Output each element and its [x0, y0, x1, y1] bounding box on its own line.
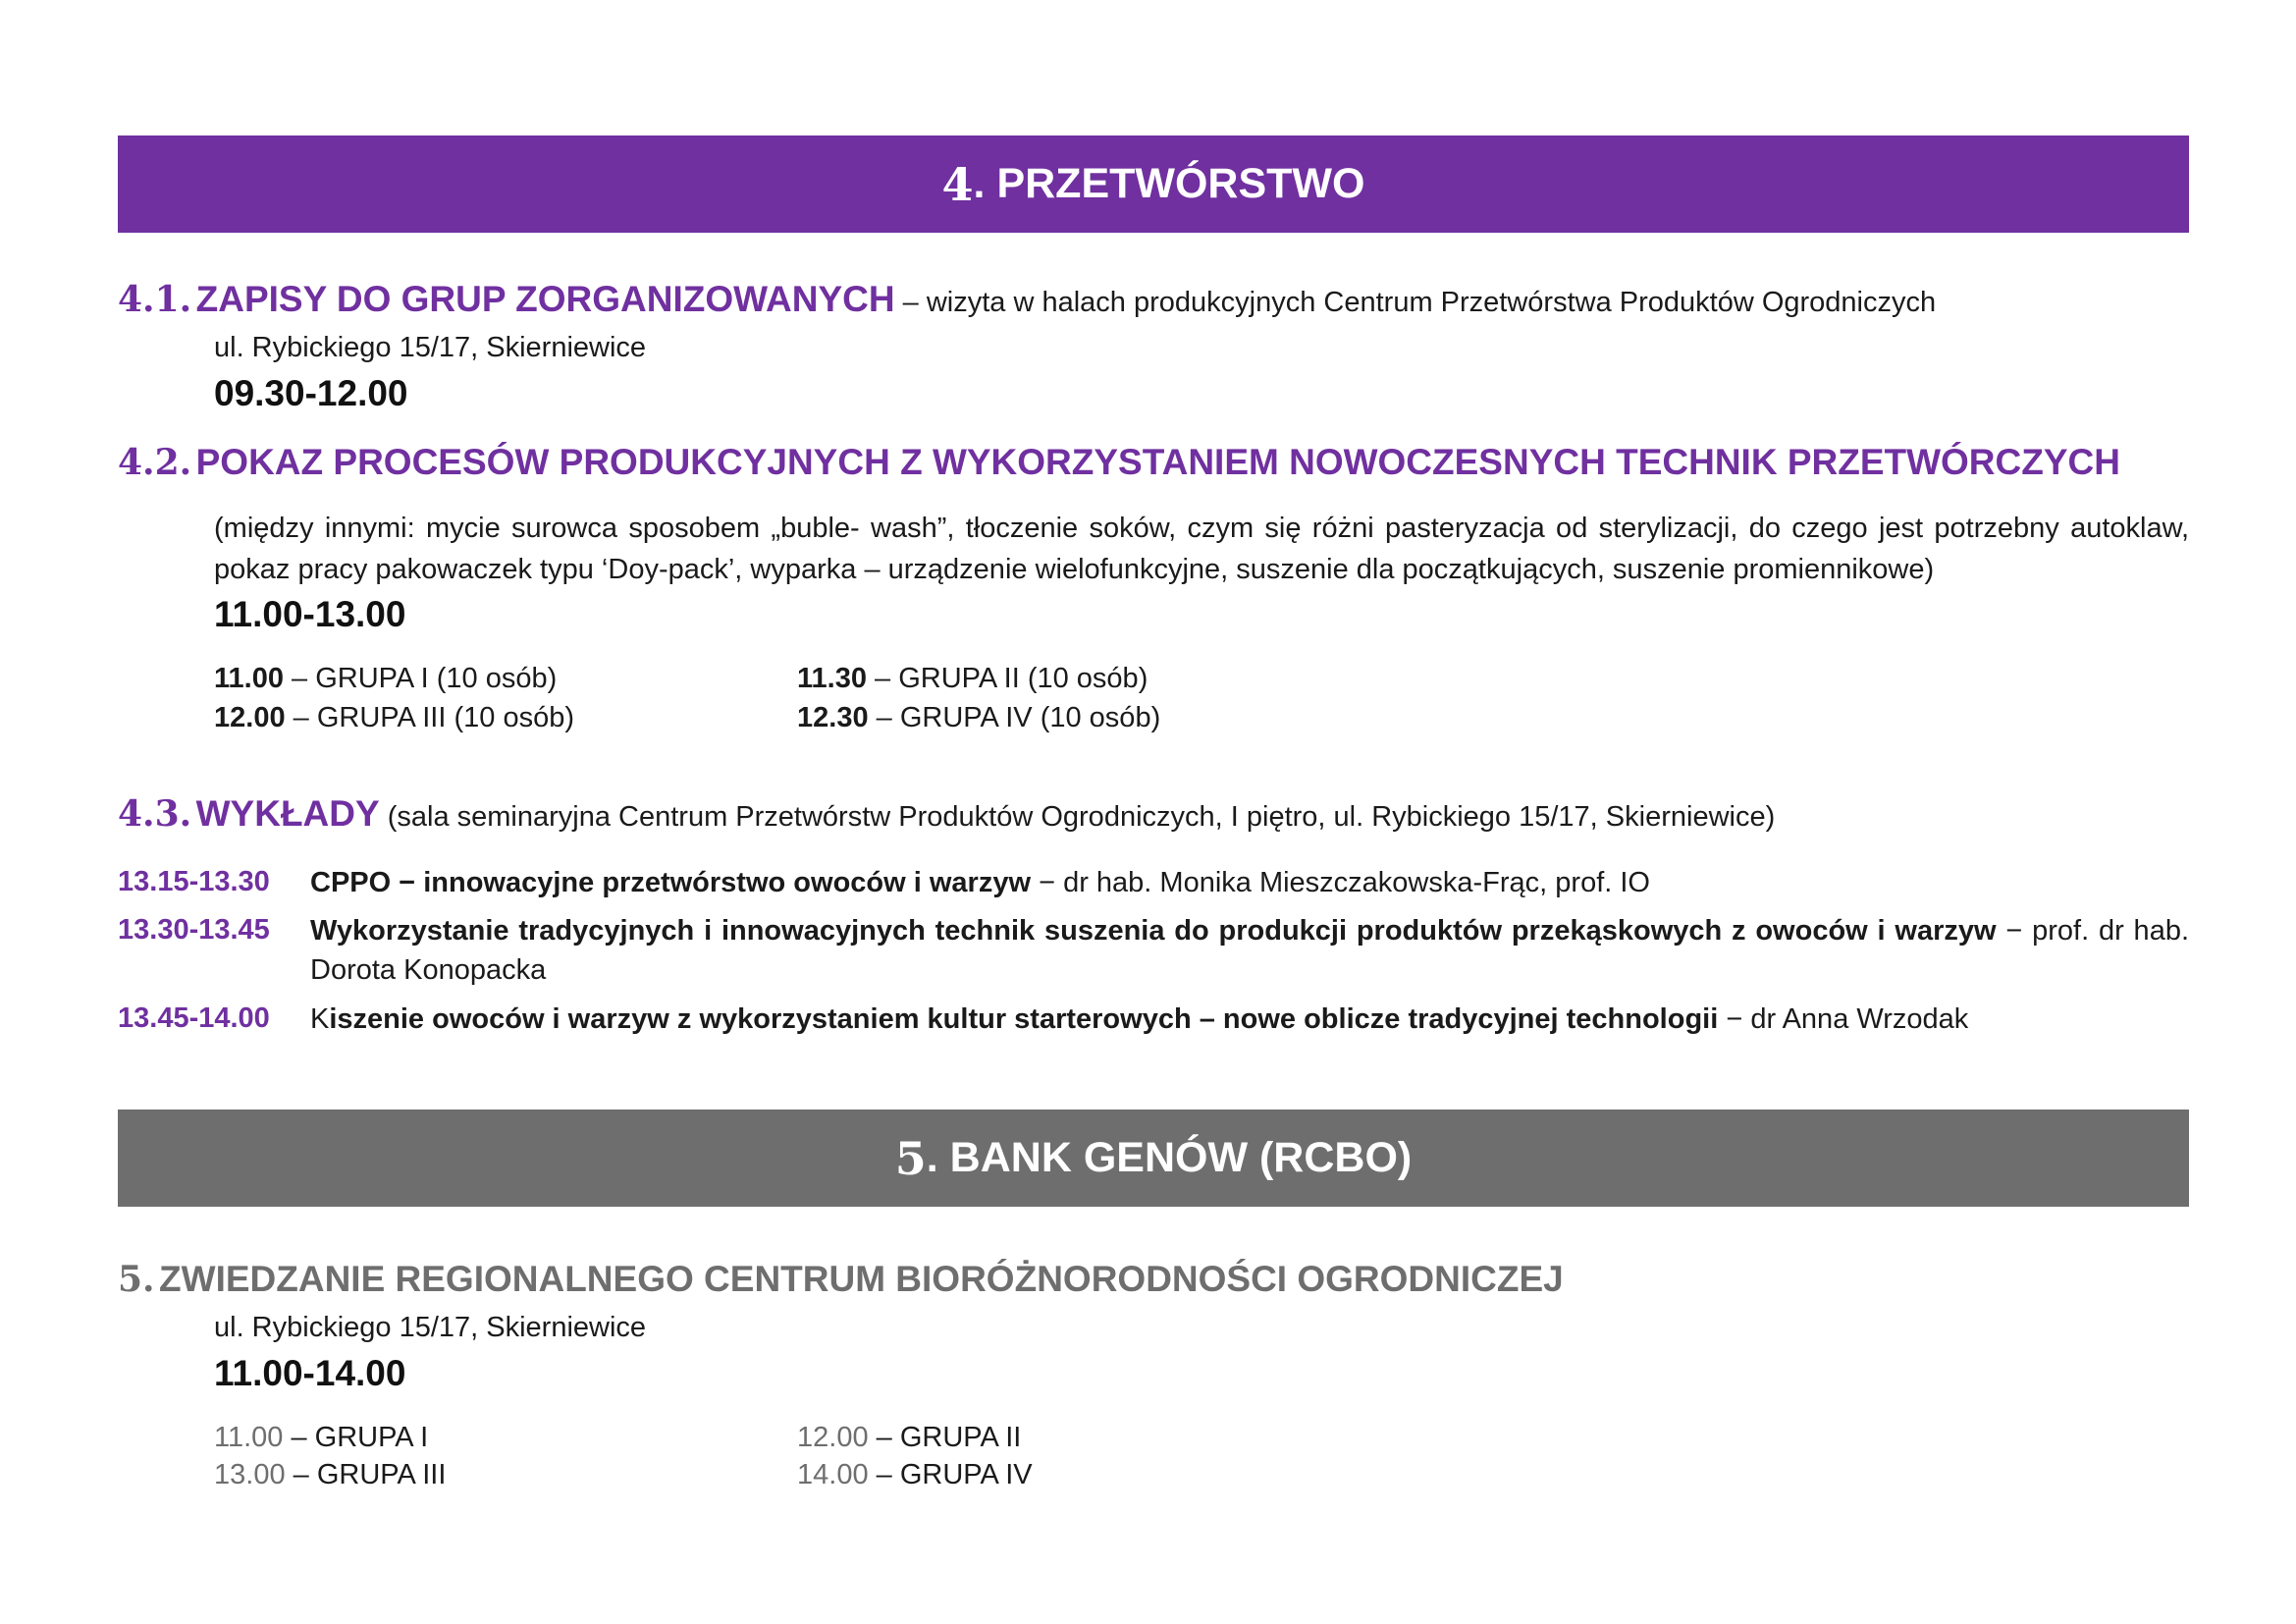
group-label: – GRUPA II (10 osób) — [866, 663, 1148, 694]
lecture-time: 13.45-14.00 — [118, 1002, 270, 1034]
lecture-text — [310, 1000, 2189, 1039]
item-4-2-title: POKAZ PROCESÓW PRODUKCYJNYCH Z WYKORZYSTANIEM NOWOCZESNYCH TECHNIK PRZETWÓRCZYCH — [195, 442, 2120, 482]
group-time: 11.00 — [214, 663, 284, 694]
section-5-title: . BANK GENÓW (RCBO) — [926, 1134, 1413, 1181]
group-label: – GRUPA III — [285, 1459, 447, 1490]
group-time: 12.00 — [797, 1422, 869, 1453]
item-4-2-number: 4.2. — [118, 442, 192, 483]
lecture-title: Wykorzystanie tradycyjnych i innowacyjnych technik suszenia do produkcji produktów przekąskowych z owoców i warzyw — [310, 915, 1997, 947]
item-4-3-title: WYKŁADY — [195, 793, 380, 834]
group-row — [797, 702, 1160, 734]
lecture-text — [310, 863, 2189, 902]
group-time: 14.00 — [797, 1459, 869, 1490]
item-4-1-number: 4.1. — [118, 279, 192, 320]
section-4-number: 4 — [941, 157, 974, 211]
item-4-2-desc: (między innymi: mycie surowca sposobem „buble- wash”, tłoczenie soków, czym się różni pasteryzacja od sterylizacji, do czego jest potrzebny autoklaw, pokaz pracy pakowaczek typu ‘Doy-pack’, wyparka – urządzenie wielofunkcyjne, suszenie dla początkujących, suszenie promiennikowe) — [214, 513, 2189, 585]
lecture-lecturer: − prof. dr hab. Dorota Konopacka — [310, 915, 2190, 986]
group-row — [797, 1422, 1021, 1454]
group-row — [214, 1459, 446, 1491]
item-4-1-title: ZAPISY DO GRUP ZORGANIZOWANYCH — [195, 279, 895, 319]
group-time: 11.30 — [797, 663, 867, 694]
item-4-2-heading — [118, 442, 2120, 483]
item-5-number: 5. — [118, 1259, 155, 1300]
group-time: 11.00 — [214, 1422, 284, 1453]
lecture-lead-letter: K — [310, 1003, 330, 1035]
group-label: – GRUPA IV (10 osób) — [868, 702, 1161, 733]
lecture-title: CPPO − innowacyjne przetwórstwo owoców i warzyw — [310, 867, 1032, 898]
item-4-3-heading — [118, 793, 1775, 835]
section-5-banner — [118, 1110, 2189, 1207]
section-4-banner — [118, 135, 2189, 233]
item-4-3-number: 4.3. — [118, 793, 192, 835]
lecture-lecturer: − dr Anna Wrzodak — [1718, 1003, 1969, 1035]
group-time: 12.30 — [797, 702, 869, 733]
group-row — [214, 702, 574, 734]
item-5-title: ZWIEDZANIE REGIONALNEGO CENTRUM BIORÓŻNORODNOŚCI OGRODNICZEJ — [159, 1259, 1564, 1299]
item-4-3-desc: (sala seminaryjna Centrum Przetwórstw Produktów Ogrodniczych, I piętro, ul. Rybickiego 15/17, Skierniewice) — [379, 801, 1776, 833]
group-label: – GRUPA I — [283, 1422, 429, 1453]
item-4-2-time: 11.00-13.00 — [214, 594, 406, 634]
item-5-heading — [118, 1259, 1564, 1300]
section-4-title: . PRZETWÓRSTWO — [973, 160, 1365, 207]
group-label: – GRUPA III (10 osób) — [285, 702, 574, 733]
group-row — [214, 1422, 428, 1454]
item-4-1-time: 09.30-12.00 — [214, 373, 408, 413]
group-label: – GRUPA IV — [868, 1459, 1033, 1490]
group-label: – GRUPA I (10 osób) — [283, 663, 558, 694]
section-5-number: 5 — [894, 1131, 927, 1185]
lecture-title: iszenie owoców i warzyw z wykorzystaniem kultur starterowych – nowe oblicze tradycyjnej technologii — [329, 1003, 1719, 1035]
lecture-text — [310, 911, 2189, 990]
group-row — [214, 663, 557, 695]
lecture-lecturer: − dr hab. Monika Mieszczakowska-Frąc, prof. IO — [1031, 867, 1650, 898]
item-4-1-desc: – wizyta w halach produkcyjnych Centrum Przetwórstwa Produktów Ogrodniczych — [894, 287, 1937, 318]
item-4-1-address: ul. Rybickiego 15/17, Skierniewice — [214, 332, 647, 363]
group-time: 13.00 — [214, 1459, 286, 1490]
group-label: – GRUPA II — [868, 1422, 1022, 1453]
group-row — [797, 1459, 1033, 1491]
item-5-address: ul. Rybickiego 15/17, Skierniewice — [214, 1312, 647, 1343]
item-5-time: 11.00-14.00 — [214, 1353, 406, 1393]
group-row — [797, 663, 1148, 695]
item-4-1-heading — [118, 279, 1936, 320]
lecture-time: 13.30-13.45 — [118, 914, 270, 946]
group-time: 12.00 — [214, 702, 286, 733]
lecture-time: 13.15-13.30 — [118, 866, 270, 897]
